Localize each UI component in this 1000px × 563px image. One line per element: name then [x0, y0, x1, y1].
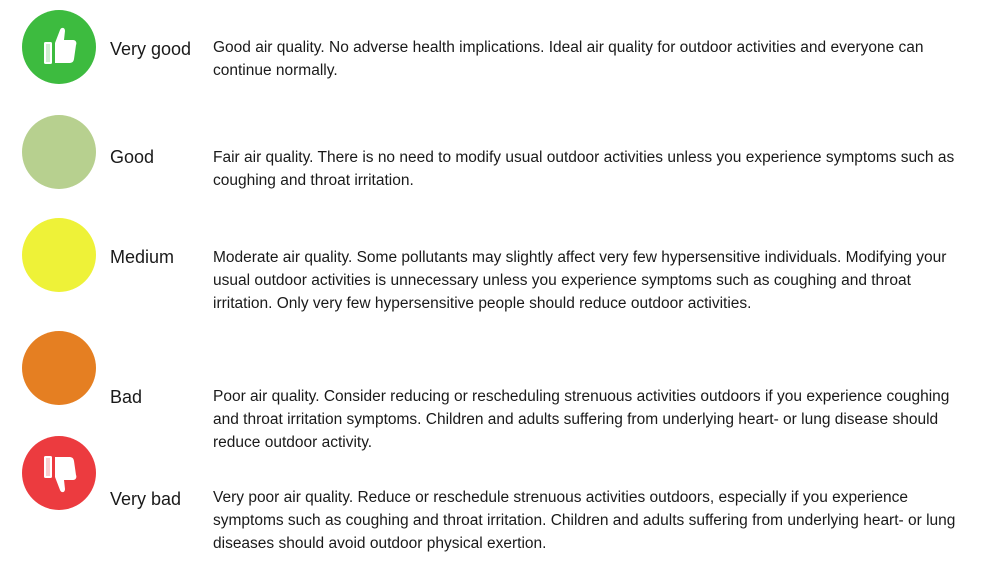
- level-description: Good air quality. No adverse health implications. Ideal air quality for outdoor activities and everyone can continue normally.: [213, 39, 924, 79]
- level-indicator-very-good: [22, 10, 96, 84]
- level-name: Bad: [110, 387, 143, 407]
- thumbs-down-icon: [22, 436, 96, 510]
- level-name: Very good: [110, 39, 192, 59]
- level-description: Very poor air quality. Reduce or reschedule strenuous activities outdoors, especially if you experience symptoms such as coughing and throat irritation. Children and adults suffering from underlying heart- or lung diseases should avoid outdoor physical exertion.: [213, 489, 956, 552]
- level-name: Medium: [110, 247, 175, 267]
- level-indicator-very-bad: [22, 436, 96, 510]
- level-description: Fair air quality. There is no need to modify usual outdoor activities unless you experience symptoms such as coughing and throat irritation.: [213, 149, 955, 189]
- level-description: Poor air quality. Consider reducing or rescheduling strenuous activities outdoors if you experience coughing and throat irritation symptoms. Children and adults suffering from underlying heart- or lung disease should reduce outdoor activity.: [213, 388, 950, 451]
- level-description: Moderate air quality. Some pollutants may slightly affect very few hypersensitive individuals. Modifying your usual outdoor activities is unnecessary unless you experience symptoms such as coughing and throat irritation. Only very few hypersensitive people should reduce outdoor activities.: [213, 249, 947, 312]
- level-indicator-medium: [22, 218, 96, 292]
- thumbs-up-icon: [22, 10, 96, 84]
- level-name: Very bad: [110, 489, 182, 509]
- level-indicator-bad: [22, 331, 96, 405]
- level-name: Good: [110, 147, 155, 167]
- level-indicator-good: [22, 115, 96, 189]
